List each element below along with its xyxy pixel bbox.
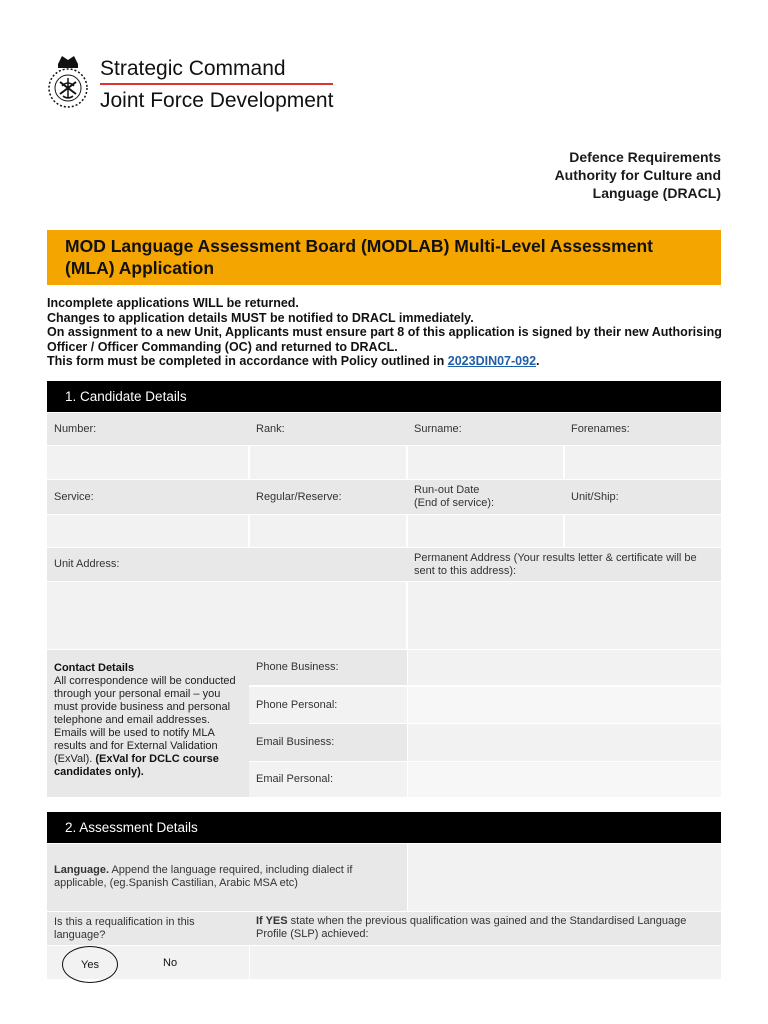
unit-ship-label: Unit/Ship: bbox=[564, 480, 721, 514]
surname-label: Surname: bbox=[407, 413, 564, 445]
crest-logo bbox=[46, 50, 90, 114]
intro-notes bbox=[47, 296, 727, 369]
runout-date-field[interactable] bbox=[408, 515, 563, 547]
previous-qualification-field[interactable] bbox=[250, 946, 721, 979]
section-2-header: 2. Assessment Details bbox=[47, 812, 721, 843]
policy-link[interactable]: 2023DIN07-092 bbox=[447, 354, 537, 369]
org-name bbox=[100, 56, 333, 113]
contact-details-text: All correspondence will be conducted through your personal email – you must provide business and personal telephone and email addresses. Emails will be used to notify MLA results and for External Validation (ExVal). bbox=[54, 675, 236, 765]
unit-address-label: Unit Address: bbox=[47, 548, 407, 581]
if-yes-label bbox=[249, 912, 721, 945]
number-field[interactable] bbox=[47, 446, 248, 479]
language-label-bold: Language. bbox=[54, 864, 110, 876]
authority-block bbox=[555, 148, 721, 202]
yes-option[interactable]: Yes bbox=[62, 946, 118, 983]
language-field[interactable] bbox=[408, 844, 721, 911]
service-label: Service: bbox=[47, 480, 249, 514]
phone-business-field[interactable] bbox=[408, 650, 721, 685]
if-yes-bold: If YES bbox=[256, 915, 288, 927]
contact-details-exval: (ExVal for DCLC course candidates only). bbox=[54, 753, 219, 778]
requalification-label: Is this a requalification in this language? bbox=[47, 912, 249, 945]
permanent-address-label: Permanent Address (Your results letter & certificate will be sent to this address): bbox=[407, 548, 721, 581]
phone-personal-field[interactable] bbox=[408, 687, 721, 723]
org-line-2: Joint Force Development bbox=[100, 89, 334, 112]
number-label: Number: bbox=[47, 413, 249, 445]
if-yes-text: state when the previous qualification was gained and the Standardised Language Profile (SLP) achieved: bbox=[256, 915, 687, 940]
permanent-address-field[interactable] bbox=[408, 582, 721, 649]
intro-line-4-prefix: This form must be completed in accordance with Policy outlined in bbox=[47, 354, 448, 369]
regular-reserve-field[interactable] bbox=[250, 515, 406, 547]
org-line-1: Strategic Command bbox=[100, 56, 333, 85]
intro-line-4 bbox=[47, 354, 727, 369]
intro-line-2: Changes to application details MUST be notified to DRACL immediately. bbox=[47, 310, 474, 325]
authority-line-2: Authority for Culture and bbox=[554, 167, 721, 183]
intro-line-3: On assignment to a new Unit, Applicants must ensure part 8 of this application is signed by their new Authorising Officer / Officer Commanding (OC) and returned to DRACL. bbox=[47, 325, 722, 354]
forenames-label: Forenames: bbox=[564, 413, 721, 445]
email-personal-field[interactable] bbox=[408, 762, 721, 797]
authority-line-3: Language (DRACL) bbox=[592, 185, 721, 201]
contact-details-note bbox=[47, 650, 249, 797]
service-field[interactable] bbox=[47, 515, 248, 547]
form-title-banner: MOD Language Assessment Board (MODLAB) Multi-Level Assessment (MLA) Application bbox=[47, 230, 721, 285]
email-business-label: Email Business: bbox=[249, 724, 407, 761]
regular-reserve-label: Regular/Reserve: bbox=[249, 480, 407, 514]
forenames-field[interactable] bbox=[565, 446, 721, 479]
unit-address-field[interactable] bbox=[47, 582, 406, 649]
contact-details-title: Contact Details bbox=[54, 662, 135, 674]
rank-label: Rank: bbox=[249, 413, 407, 445]
runout-date-label bbox=[407, 480, 564, 514]
language-label-text: Append the language required, including dialect if applicable, (eg.Spanish Castilian, Arabic MSA etc) bbox=[54, 864, 353, 889]
runout-date-line-2: (End of service): bbox=[414, 497, 495, 509]
unit-ship-field[interactable] bbox=[565, 515, 721, 547]
intro-line-1: Incomplete applications WILL be returned. bbox=[47, 296, 299, 310]
phone-business-label: Phone Business: bbox=[249, 650, 407, 685]
email-business-field[interactable] bbox=[408, 724, 721, 761]
surname-field[interactable] bbox=[408, 446, 563, 479]
no-option[interactable]: No bbox=[163, 957, 178, 969]
language-label bbox=[47, 844, 407, 911]
section-1-header: 1. Candidate Details bbox=[47, 381, 721, 412]
intro-line-4-suffix: . bbox=[536, 354, 540, 369]
rank-field[interactable] bbox=[250, 446, 406, 479]
runout-date-line-1: Run-out Date bbox=[414, 484, 480, 496]
email-personal-label: Email Personal: bbox=[249, 762, 407, 797]
authority-line-1: Defence Requirements bbox=[569, 149, 721, 165]
phone-personal-label: Phone Personal: bbox=[249, 687, 407, 723]
